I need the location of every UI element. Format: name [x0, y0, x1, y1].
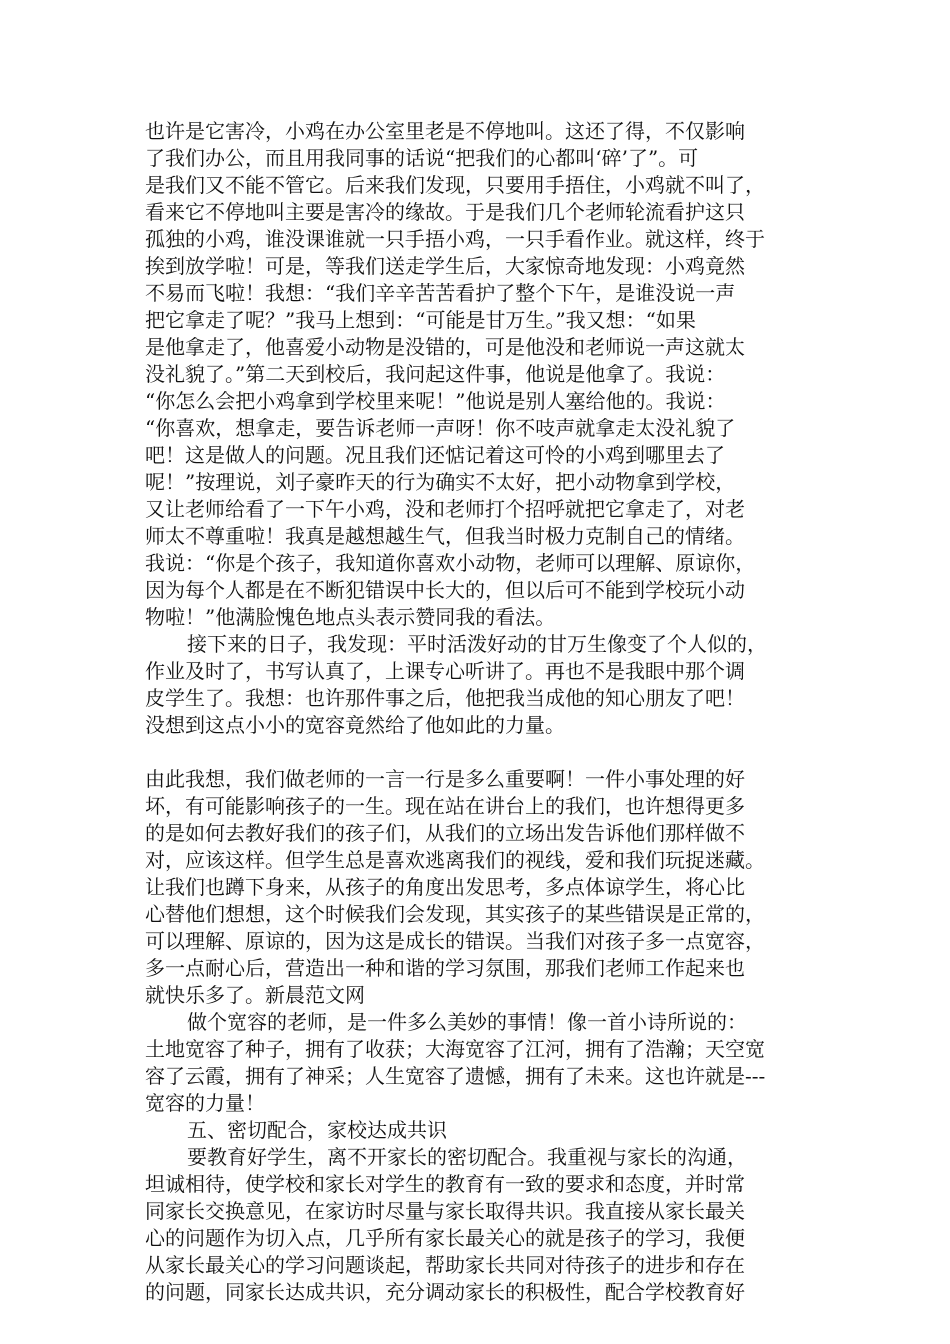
- text-line: 由此我想，我们做老师的一言一行是多么重要啊！一件小事处理的好: [145, 767, 745, 791]
- section-heading: 五、密切配合，家校达成共识: [187, 1118, 447, 1142]
- paragraph-start-line: 要教育好学生，离不开家长的密切配合。我重视与家长的沟通，: [187, 1145, 747, 1169]
- text-line: 坦诚相待，使学校和家长对学生的教育有一致的要求和态度，并时常: [145, 1172, 745, 1196]
- text-line: 容了云霞，拥有了神采；人生宽容了遗憾，拥有了未来。这也许就是---: [145, 1064, 766, 1088]
- text-line: “你喜欢，想拿走，要告诉老师一声呀！你不吱声就拿走太没礼貌了: [145, 416, 736, 440]
- text-line: 了我们办公，而且用我同事的话说“把我们的心都叫‘碎’了”。可: [145, 146, 699, 170]
- text-line: 挨到放学啦！可是，等我们送走学生后，大家惊奇地发现：小鸡竟然: [145, 254, 745, 278]
- text-line: 宽容的力量！: [145, 1091, 265, 1115]
- text-line: 是我们又不能不管它。后来我们发现，只要用手捂住，小鸡就不叫了，: [145, 173, 765, 197]
- text-line: 就快乐多了。新晨范文网: [145, 983, 365, 1007]
- text-line: 也许是它害冷，小鸡在办公室里老是不停地叫。这还了得，不仅影响: [145, 119, 745, 143]
- text-line: 没想到这点小小的宽容竟然给了他如此的力量。: [145, 713, 565, 737]
- text-line: 没礼貌了。”第二天到校后，我问起这件事，他说是他拿了。我说：: [145, 362, 726, 386]
- text-line: 把它拿走了呢？”我马上想到：“可能是甘万生。”我又想：“如果: [145, 308, 696, 332]
- paragraph-gap: [145, 739, 810, 766]
- text-line: 呢！”按理说，刘子豪昨天的行为确实不太好，把小动物拿到学校，: [145, 470, 736, 494]
- text-line: 的是如何去教好我们的孩子们，从我们的立场出发告诉他们那样做不: [145, 821, 745, 845]
- text-line: “你怎么会把小鸡拿到学校里来呢！”他说是别人塞给他的。我说：: [145, 389, 726, 413]
- document-body: [145, 118, 810, 1306]
- text-line: 孤独的小鸡，谁没课谁就一只手捂小鸡，一只手看作业。就这样，终于: [145, 227, 765, 251]
- text-line: 物啦！”他满脸愧色地点头表示赞同我的看法。: [145, 605, 556, 629]
- text-line: 对，应该这样。但学生总是喜欢逃离我们的视线，爱和我们玩捉迷藏。: [145, 848, 765, 872]
- paragraph-start-line: 做个宽容的老师，是一件多么美妙的事情！像一首小诗所说的：: [187, 1010, 747, 1034]
- text-line: 心的问题作为切入点，几乎所有家长最关心的就是孩子的学习，我便: [145, 1226, 745, 1250]
- text-line: 可以理解、原谅的，因为这是成长的错误。当我们对孩子多一点宽容，: [145, 929, 765, 953]
- text-line: 同家长交换意见，在家访时尽量与家长取得共识。我直接从家长最关: [145, 1199, 745, 1223]
- paragraph-start-line: 接下来的日子，我发现：平时活泼好动的甘万生像变了个人似的，: [187, 632, 767, 656]
- text-line: 看来它不停地叫主要是害冷的缘故。于是我们几个老师轮流看护这只: [145, 200, 745, 224]
- text-line: 让我们也蹲下身来，从孩子的角度出发思考，多点体谅学生，将心比: [145, 875, 745, 899]
- text-line: 不易而飞啦！我想：“我们辛辛苦苦看护了整个下午，是谁没说一声: [145, 281, 736, 305]
- text-line: 师太不尊重啦！我真是越想越生气，但我当时极力克制自己的情绪。: [145, 524, 745, 548]
- text-line: 的问题，同家长达成共识，充分调动家长的积极性，配合学校教育好: [145, 1280, 745, 1304]
- text-line: 从家长最关心的学习问题谈起，帮助家长共同对待孩子的进步和存在: [145, 1253, 745, 1277]
- text-line: 作业及时了，书写认真了，上课专心听讲了。再也不是我眼中那个调: [145, 659, 745, 683]
- text-line: 又让老师给看了一下午小鸡，没和老师打个招呼就把它拿走了，对老: [145, 497, 745, 521]
- text-line: 因为每个人都是在不断犯错误中长大的，但以后可不能到学校玩小动: [145, 578, 745, 602]
- text-line: 是他拿走了，他喜爱小动物是没错的，可是他没和老师说一声这就太: [145, 335, 745, 359]
- text-line: 心替他们想想，这个时候我们会发现，其实孩子的某些错误是正常的，: [145, 902, 765, 926]
- text-line: 皮学生了。我想：也许那件事之后，他把我当成他的知心朋友了吧！: [145, 686, 745, 710]
- text-line: 我说：“你是个孩子，我知道你喜欢小动物，老师可以理解、原谅你，: [145, 551, 756, 575]
- text-line: 吧！这是做人的问题。况且我们还惦记着这可怜的小鸡到哪里去了: [145, 443, 725, 467]
- text-line: 坏，有可能影响孩子的一生。现在站在讲台上的我们，也许想得更多: [145, 794, 745, 818]
- text-line: 土地宽容了种子，拥有了收获；大海宽容了江河，拥有了浩瀚；天空宽: [145, 1037, 765, 1061]
- text-line: 多一点耐心后，营造出一种和谐的学习氛围，那我们老师工作起来也: [145, 956, 745, 980]
